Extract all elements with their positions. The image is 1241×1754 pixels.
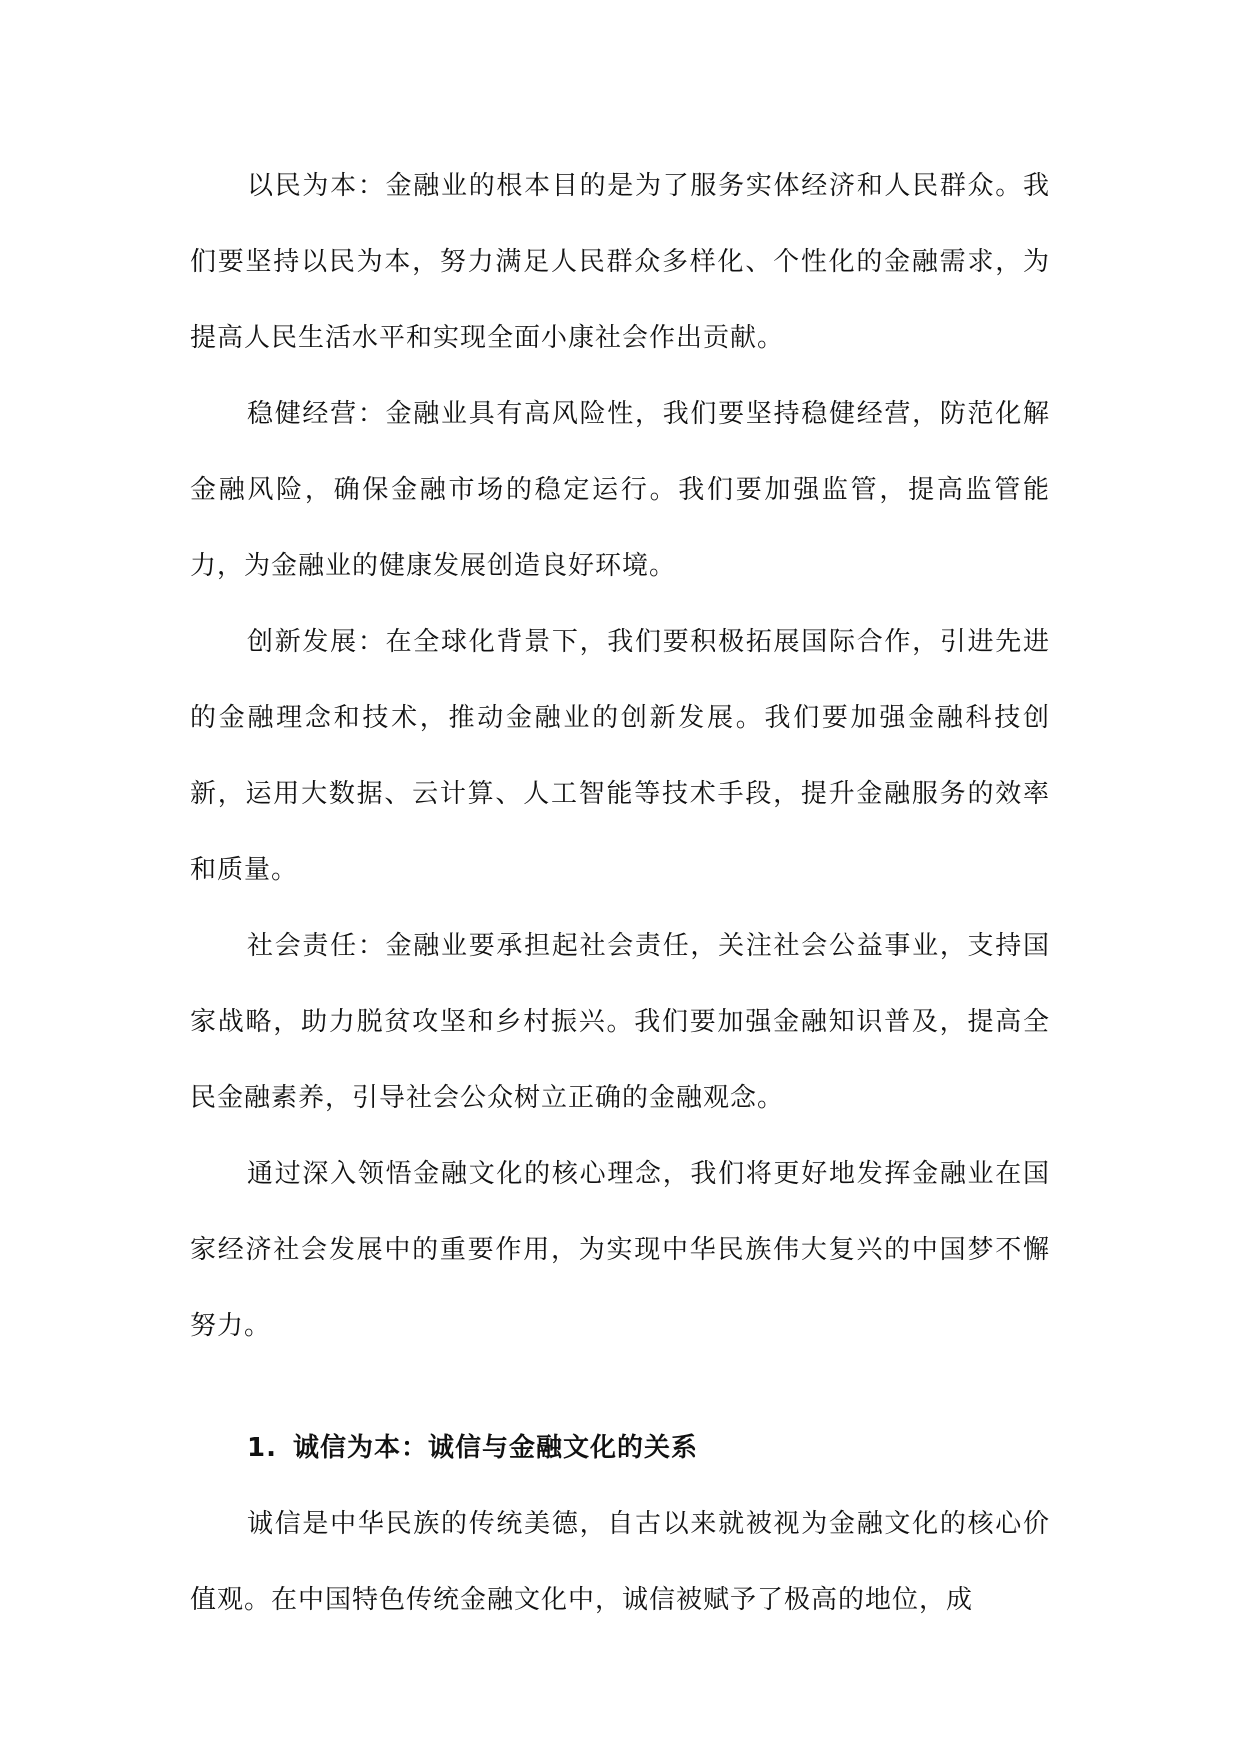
section-heading — [190, 1410, 1050, 1486]
paragraph-integrity: 诚信是中华民族的传统美德，自古以来就被视为金融文化的核心价值观。在中国特色传统金融文化中，诚信被赋予了极高的地位，成 — [190, 1509, 1050, 1615]
paragraph-social-responsibility: 社会责任：金融业要承担起社会责任，关注社会公益事业，支持国家战略，助力脱贫攻坚和乡村振兴。我们要加强金融知识普及，提高全民金融素养，引导社会公众树立正确的金融观念。 — [190, 931, 1050, 1113]
section-title: 诚信为本：诚信与金融文化的关系 — [292, 1433, 698, 1463]
paragraph-conclusion: 通过深入领悟金融文化的核心理念，我们将更好地发挥金融业在国家经济社会发展中的重要作用，为实现中华民族伟大复兴的中国梦不懈努力。 — [190, 1159, 1050, 1341]
document-body — [190, 148, 1050, 1638]
paragraph-people-oriented: 以民为本：金融业的根本目的是为了服务实体经济和人民群众。我们要坚持以民为本，努力满足人民群众多样化、个性化的金融需求，为提高人民生活水平和实现全面小康社会作出贡献。 — [190, 171, 1050, 353]
paragraph-innovative-development: 创新发展：在全球化背景下，我们要积极拓展国际合作，引进先进的金融理念和技术，推动金融业的创新发展。我们要加强金融科技创新，运用大数据、云计算、人工智能等技术手段，提升金融服务的效率和质量。 — [190, 627, 1050, 885]
section-number: 1. — [247, 1433, 277, 1463]
paragraph-prudent-operation: 稳健经营：金融业具有高风险性，我们要坚持稳健经营，防范化解金融风险，确保金融市场的稳定运行。我们要加强监管，提高监管能力，为金融业的健康发展创造良好环境。 — [190, 399, 1050, 581]
